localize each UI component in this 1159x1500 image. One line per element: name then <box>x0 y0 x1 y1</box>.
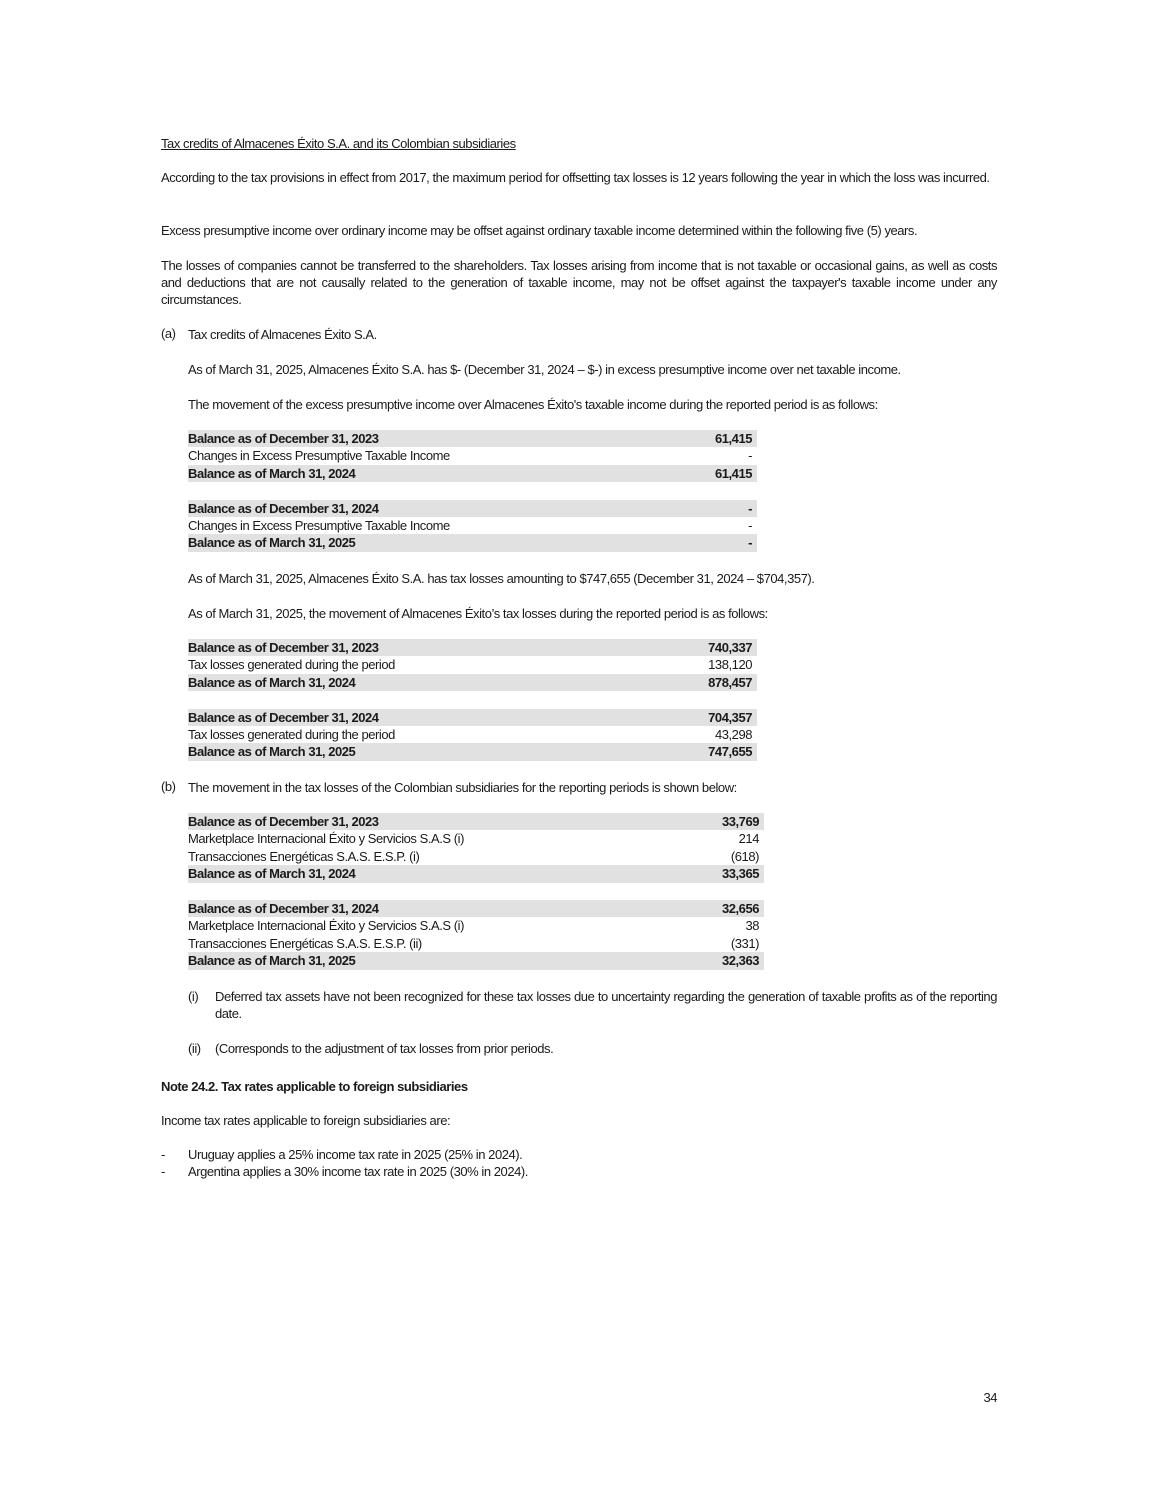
table-spacer <box>188 883 764 900</box>
row-value: 740,337 <box>708 640 752 655</box>
bullet-text: Argentina applies a 30% income tax rate in 2025 (30% in 2024). <box>188 1164 528 1179</box>
row-label: Marketplace Internacional Éxito y Servicios S.A.S (i) <box>188 831 464 847</box>
row-value: - <box>748 517 752 533</box>
row-label: Balance as of March 31, 2024 <box>188 866 356 882</box>
table-row <box>188 935 764 952</box>
intro-paragraph-3: The losses of companies cannot be transferred to the shareholders. Tax losses arising from income that is not taxable or occasional gains, as well as costs and deductions that are not causally related to the generation of taxable income, may not be offset against the taxpayer's taxable income under any circumstances. <box>161 258 997 307</box>
table-row <box>188 830 764 847</box>
section-a-paragraph-1: As of March 31, 2025, Almacenes Éxito S.A. has $- (December 31, 2024 – $-) in excess presumptive income over net taxable income. <box>188 362 901 377</box>
row-label: Balance as of March 31, 2025 <box>188 953 356 969</box>
row-label: Balance as of December 31, 2024 <box>188 500 379 516</box>
table-spacer <box>188 482 757 499</box>
row-value: 32,656 <box>721 900 759 916</box>
excess-presumptive-income-table <box>188 430 757 552</box>
footnote-text: Deferred tax assets have not been recognized for these tax losses due to uncertainty regarding the generation of taxable profits as of the reporting date. <box>215 989 997 1021</box>
table-row <box>188 917 764 934</box>
row-label: Tax losses generated during the period <box>188 657 395 673</box>
bullet-item: - Uruguay applies a 25% income tax rate in 2025 (25% in 2024). <box>161 1147 523 1162</box>
bullet-text: Uruguay applies a 25% income tax rate in 2025 (25% in 2024). <box>188 1147 523 1162</box>
row-value: (331) <box>730 935 759 951</box>
row-value: - <box>748 500 752 516</box>
bullet-item: - Argentina applies a 30% income tax rate in 2025 (30% in 2024). <box>161 1164 528 1179</box>
table-row <box>188 500 757 517</box>
table-row <box>188 430 757 447</box>
row-value: 214 <box>738 831 759 847</box>
row-label: Balance as of December 31, 2023 <box>188 431 379 446</box>
row-value: 33,769 <box>721 814 759 829</box>
row-label: Changes in Excess Presumptive Taxable Income <box>188 517 450 533</box>
row-value: 747,655 <box>708 744 752 760</box>
section-b-marker: (b) <box>161 779 176 794</box>
table-row <box>188 639 757 656</box>
row-label: Tax losses generated during the period <box>188 726 395 742</box>
subsidiaries-tax-losses-table <box>188 813 764 970</box>
table-spacer <box>188 691 757 708</box>
table-row <box>188 465 757 482</box>
table-row <box>188 709 757 726</box>
footnote-text: (Corresponds to the adjustment of tax losses from prior periods. <box>215 1041 554 1056</box>
row-label: Transacciones Energéticas S.A.S. E.S.P. (ii) <box>188 935 422 951</box>
table-row <box>188 726 757 743</box>
table-row <box>188 674 757 691</box>
row-label: Balance as of March 31, 2024 <box>188 465 356 481</box>
row-value: 61,415 <box>714 465 752 481</box>
row-label: Balance as of December 31, 2024 <box>188 709 379 725</box>
row-value: - <box>748 535 752 551</box>
table-row <box>188 656 757 673</box>
row-label: Marketplace Internacional Éxito y Servicios S.A.S (i) <box>188 918 464 934</box>
row-label: Balance as of December 31, 2023 <box>188 814 379 829</box>
row-value: 138,120 <box>708 657 752 673</box>
footnote-ii <box>188 1040 997 1057</box>
row-label: Changes in Excess Presumptive Taxable Income <box>188 448 450 464</box>
section-a-marker: (a) <box>161 326 176 341</box>
table-row <box>188 865 764 882</box>
section-title: Tax credits of Almacenes Éxito S.A. and its Colombian subsidiaries <box>161 136 516 151</box>
row-value: 61,415 <box>714 431 752 446</box>
section-a-paragraph-4: As of March 31, 2025, the movement of Almacenes Éxito’s tax losses during the reported period is as follows: <box>188 606 768 621</box>
tax-losses-table <box>188 639 757 761</box>
intro-paragraph-1: According to the tax provisions in effect from 2017, the maximum period for offsetting tax losses is 12 years following the year in which the loss was incurred. <box>161 170 990 185</box>
row-value: 43,298 <box>714 726 752 742</box>
row-value: - <box>748 448 752 464</box>
row-value: (618) <box>730 848 759 864</box>
table-row <box>188 900 764 917</box>
section-a-paragraph-3: As of March 31, 2025, Almacenes Éxito S.A. has tax losses amounting to $747,655 (December 31, 2024 – $704,357). <box>188 571 815 586</box>
row-value: 38 <box>745 918 759 934</box>
row-label: Transacciones Energéticas S.A.S. E.S.P. (i) <box>188 848 420 864</box>
table-row <box>188 952 764 969</box>
table-row <box>188 447 757 464</box>
table-row <box>188 517 757 534</box>
row-label: Balance as of December 31, 2023 <box>188 640 379 655</box>
footnote-i <box>188 988 997 1022</box>
section-b-heading: The movement in the tax losses of the Colombian subsidiaries for the reporting periods is shown below: <box>188 780 737 795</box>
table-row <box>188 743 757 760</box>
row-value: 33,365 <box>721 866 759 882</box>
footnote-marker: (ii) <box>188 1041 201 1056</box>
note-intro: Income tax rates applicable to foreign subsidiaries are: <box>161 1113 451 1128</box>
row-label: Balance as of March 31, 2025 <box>188 535 356 551</box>
section-a-paragraph-2: The movement of the excess presumptive income over Almacenes Éxito's taxable income during the reported period is as follows: <box>188 397 878 412</box>
section-a-heading: Tax credits of Almacenes Éxito S.A. <box>188 327 377 342</box>
row-value: 878,457 <box>708 674 752 690</box>
row-label: Balance as of March 31, 2025 <box>188 744 356 760</box>
intro-paragraph-2: Excess presumptive income over ordinary income may be offset against ordinary taxable income determined within the following five (5) years. <box>161 223 918 238</box>
table-row <box>188 848 764 865</box>
table-row <box>188 813 764 830</box>
page-number: 34 <box>983 1390 997 1405</box>
footnote-marker: (i) <box>188 989 199 1004</box>
row-label: Balance as of March 31, 2024 <box>188 674 356 690</box>
row-value: 704,357 <box>708 709 752 725</box>
table-row <box>188 534 757 551</box>
note-heading: Note 24.2. Tax rates applicable to foreign subsidiaries <box>161 1079 468 1094</box>
row-label: Balance as of December 31, 2024 <box>188 900 379 916</box>
row-value: 32,363 <box>721 953 759 969</box>
